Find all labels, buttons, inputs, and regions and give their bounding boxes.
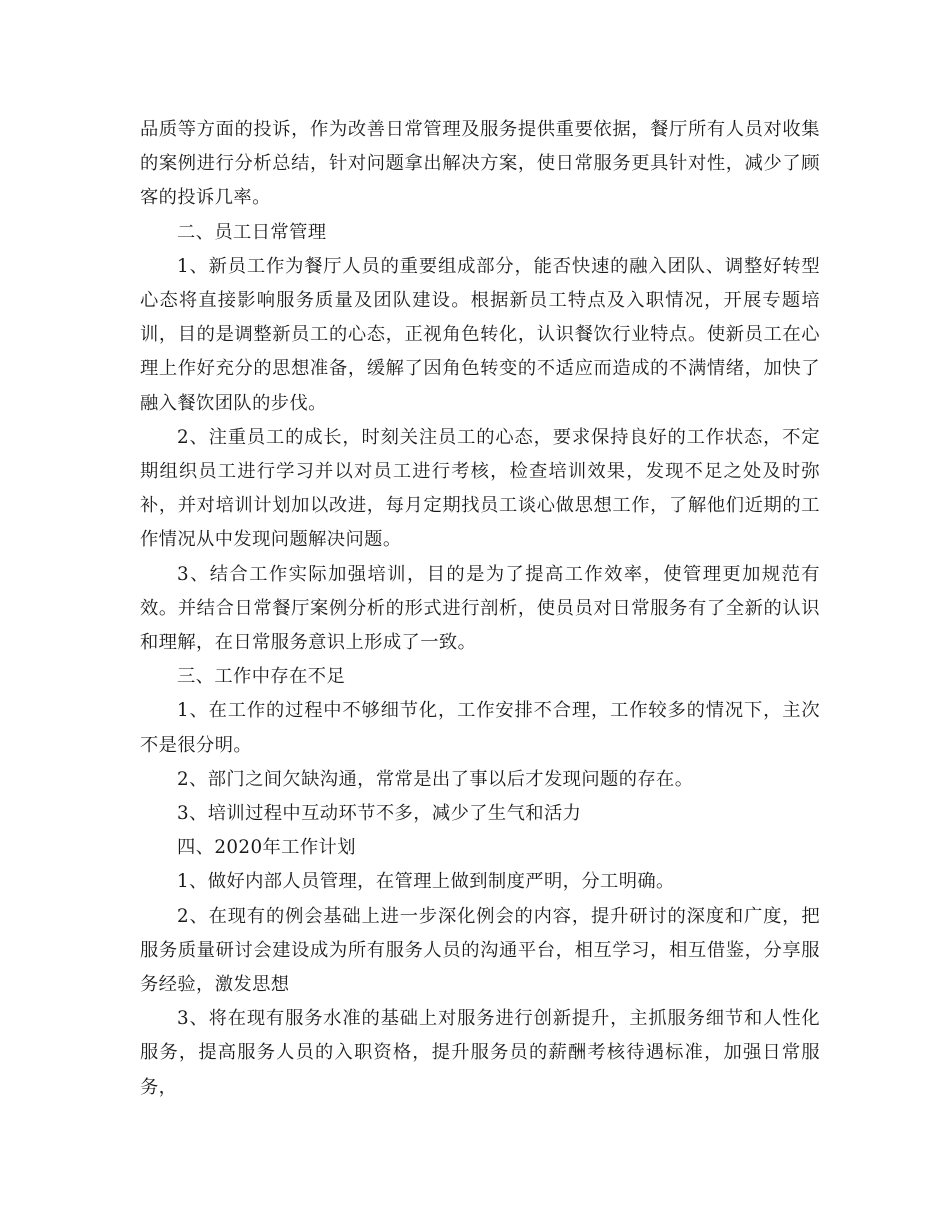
- paragraph-5: 3、结合工作实际加强培训，目的是为了提高工作效率，使管理更加规范有效。并结合日常餐厅案例分析的形式进行剖析，使员员对日常服务有了全新的认识和理解，在日常服务意识上形成了一致。: [140, 563, 820, 654]
- paragraph-12: 2、在现有的例会基础上进一步深化例会的内容，提升研讨的深度和广度，把服务质量研讨会建设成为所有服务人员的沟通平台，相互学习，相互借鉴，分享服务经验，激发思想: [140, 905, 820, 996]
- document-body: [140, 113, 820, 1105]
- section-heading-2: 二、员工日常管理: [177, 221, 327, 243]
- paragraph-4: 2、注重员工的成长，时刻关注员工的心态，要求保持良好的工作状态，不定期组织员工进行学习并以对员工进行考核，检查培训效果，发现不足之处及时弥补，并对培训计划加以改进，每月定期找员工谈心做思想工作，了解他们近期的工作情况从中发现问题解决问题。: [140, 426, 820, 551]
- paragraph-3: 1、新员工作为餐厅人员的重要组成部分，能否快速的融入团队、调整好转型心态将直接影响服务质量及团队建设。根据新员工特点及入职情况，开展专题培训，目的是调整新员工的心态，正视角色转化，认识餐饮行业特点。使新员工在心理上作好充分的思想准备，缓解了因角色转变的不适应而造成的不满情绪，加快了融入餐饮团队的步伐。: [140, 255, 820, 414]
- paragraph-9: 3、培训过程中互动环节不多，减少了生气和活力: [177, 803, 582, 825]
- paragraph-7: 1、在工作的过程中不够细节化，工作安排不合理，工作较多的情况下，主次不是很分明。: [140, 700, 820, 756]
- paragraph-8: 2、部门之间欠缺沟通，常常是出了事以后才发现问题的存在。: [177, 768, 694, 790]
- paragraph-1: 品质等方面的投诉，作为改善日常管理及服务提供重要依据，餐厅所有人员对收集的案例进行分析总结，针对问题拿出解决方案，使日常服务更具针对性，减少了顾客的投诉几率。: [140, 119, 820, 209]
- section-heading-10: 四、2020年工作计划: [177, 837, 356, 859]
- section-heading-6: 三、工作中存在不足: [177, 666, 346, 688]
- paragraph-13: 3、将在现有服务水准的基础上对服务进行创新提升，主抓服务细节和人性化服务，提高服务人员的入职资格，提升服务员的薪酬考核待遇标准，加强日常服务，: [140, 1008, 820, 1098]
- paragraph-11: 1、做好内部人员管理，在管理上做到制度严明，分工明确。: [177, 871, 675, 893]
